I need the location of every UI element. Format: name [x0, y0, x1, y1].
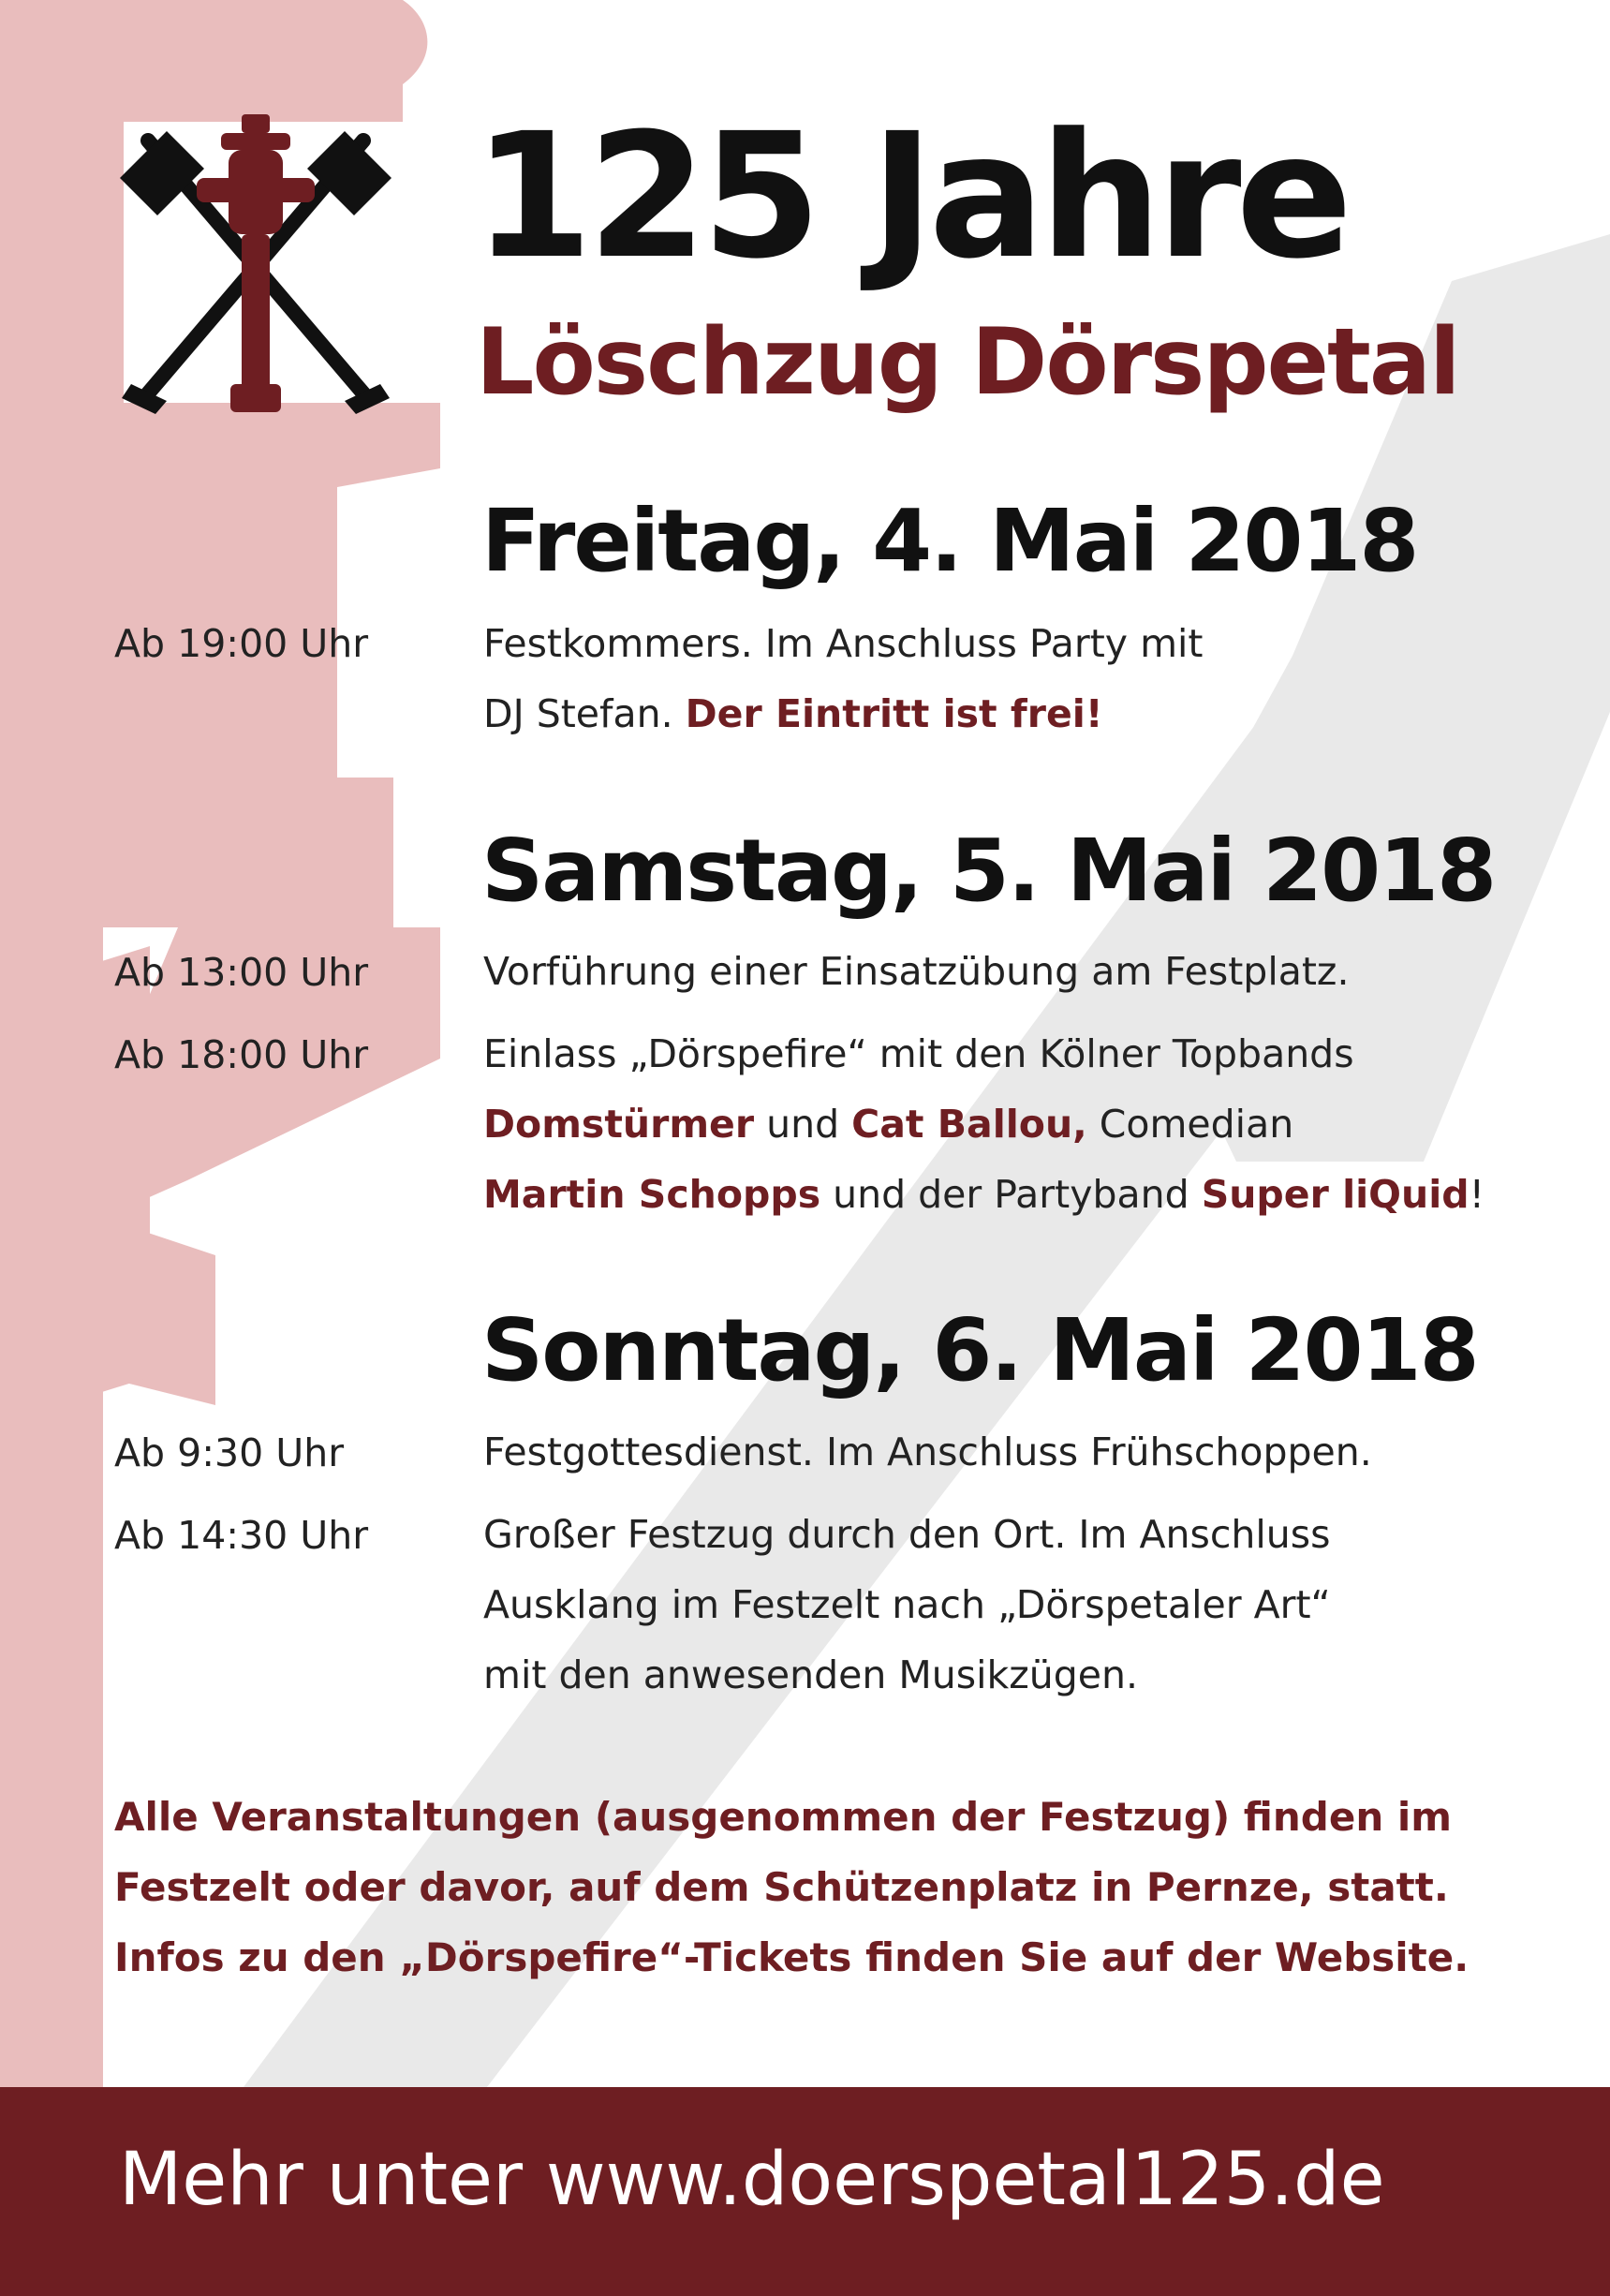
venue-note [114, 1782, 1469, 1992]
band-name: Super liQuid [1201, 1172, 1470, 1217]
description-line [483, 1160, 1484, 1230]
description-text: Großer Festzug durch den Ort. Im Anschluss [483, 1512, 1331, 1557]
page-title: 125 Jahre [473, 96, 1348, 297]
description-text: Festgottesdienst. Im Anschluss Frühschoppen. [483, 1429, 1372, 1474]
crossed-axes-hydrant-icon [111, 112, 401, 422]
note-line: Festzelt oder davor, auf dem Schützenplatz in Pernze, statt. [114, 1864, 1449, 1910]
description-line [483, 679, 1204, 749]
description-text: Ausklang im Festzelt nach „Dörspetaler Art“ [483, 1582, 1331, 1627]
day-heading-friday: Freitag, 4. Mai 2018 [481, 491, 1418, 591]
event-time: Ab 9:30 Uhr [114, 1430, 345, 1475]
description-line [483, 1089, 1484, 1160]
footer-banner [0, 2087, 1610, 2296]
day-heading-sunday: Sonntag, 6. Mai 2018 [481, 1300, 1478, 1400]
note-line: Alle Veranstaltungen (ausgenommen der Festzug) finden im [114, 1794, 1453, 1840]
event-description [483, 1500, 1331, 1711]
event-description [483, 937, 1349, 1007]
description-text: Comedian [1086, 1102, 1294, 1147]
description-line [483, 1570, 1331, 1640]
event-time: Ab 14:30 Uhr [114, 1513, 369, 1558]
event-description [483, 609, 1204, 749]
description-text: und der Partyband [820, 1172, 1202, 1217]
free-entry-highlight: Der Eintritt ist frei! [685, 691, 1103, 736]
event-description [483, 1019, 1484, 1230]
description-text: Vorführung einer Einsatzübung am Festplatz. [483, 949, 1350, 994]
event-description [483, 1417, 1372, 1488]
description-line [483, 1417, 1372, 1488]
description-text: und [754, 1102, 852, 1147]
comedian-name: Martin Schopps [483, 1172, 821, 1217]
description-text: mit den anwesenden Musikzügen. [483, 1652, 1139, 1697]
note-line: Infos zu den „Dörspefire“-Tickets finden Sie auf der Website. [114, 1934, 1470, 1980]
page-subtitle: Löschzug Dörspetal [476, 309, 1459, 416]
description-text: Einlass „Dörspefire“ mit den Kölner Topbands [483, 1031, 1354, 1076]
description-line [483, 1500, 1331, 1570]
description-line [483, 609, 1204, 679]
description-line [483, 1019, 1484, 1089]
website-link[interactable]: Mehr unter www.doerspetal125.de [119, 2138, 1385, 2222]
description-line [483, 937, 1349, 1007]
event-time: Ab 13:00 Uhr [114, 950, 369, 995]
event-time: Ab 19:00 Uhr [114, 621, 369, 666]
description-text: ! [1469, 1172, 1485, 1217]
band-name: Domstürmer [483, 1102, 755, 1147]
description-text: Festkommers. Im Anschluss Party mit [483, 621, 1204, 666]
description-text: DJ Stefan. [483, 691, 686, 736]
event-time: Ab 18:00 Uhr [114, 1032, 369, 1077]
day-heading-saturday: Samstag, 5. Mai 2018 [481, 821, 1496, 921]
band-name: Cat Ballou, [851, 1102, 1087, 1147]
description-line [483, 1640, 1331, 1711]
